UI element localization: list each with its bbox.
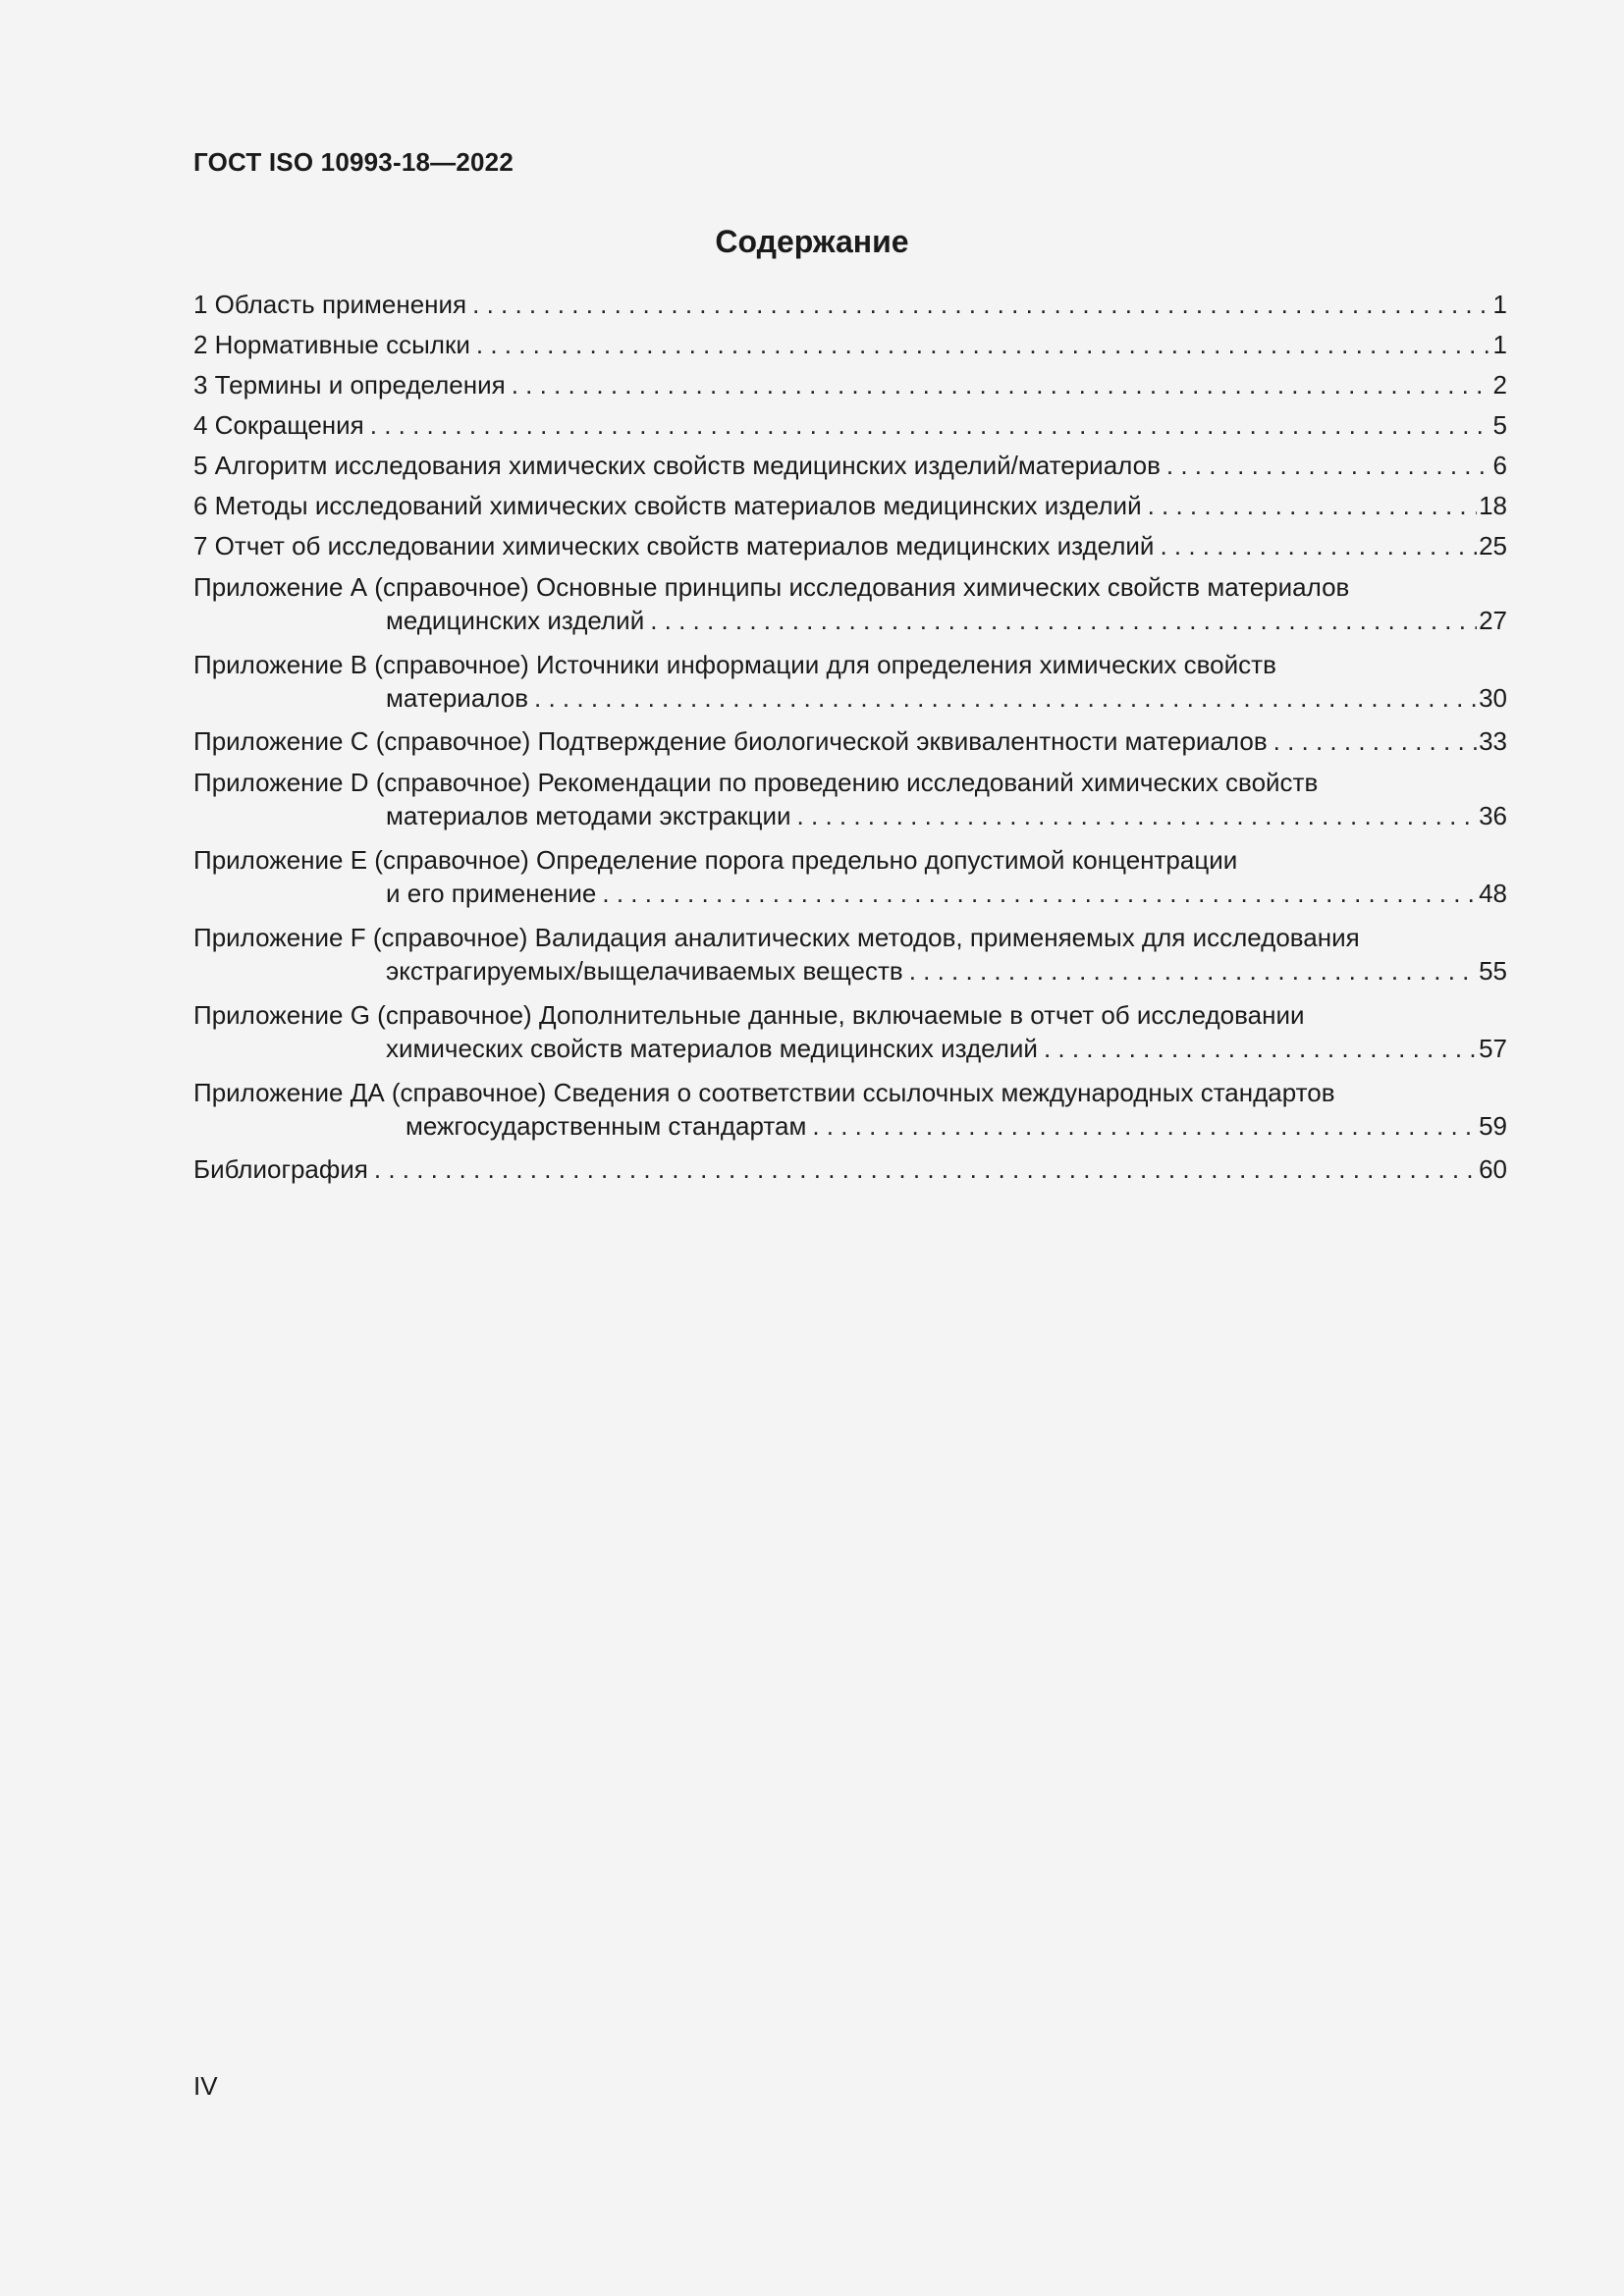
toc-entry-page: 1 xyxy=(1492,330,1507,359)
toc-entry-appendix-f[interactable] xyxy=(193,917,1507,994)
toc-entry-page: 27 xyxy=(1479,606,1507,635)
toc-entry[interactable] xyxy=(193,285,1507,325)
leader-dots xyxy=(1273,721,1477,762)
toc-entry-page: 57 xyxy=(1479,1034,1507,1063)
leader-dots xyxy=(909,954,1477,988)
toc-entry-appendix-d[interactable] xyxy=(193,762,1507,839)
toc-entry-text-continued: и его применение xyxy=(386,879,597,908)
table-of-contents xyxy=(193,285,1507,1190)
leader-dots xyxy=(1160,526,1477,566)
toc-entry-page: 1 xyxy=(1492,290,1507,319)
toc-entry-page: 48 xyxy=(1479,879,1507,908)
toc-entry-page: 2 xyxy=(1492,370,1507,400)
toc-entry-text: 3 Термины и определения xyxy=(193,370,506,400)
toc-entry-text: Приложение ДА (справочное) Сведения о соответствии ссылочных международных стандартов xyxy=(193,1078,1335,1107)
toc-entry-text: Библиография xyxy=(193,1154,368,1184)
leader-dots xyxy=(797,799,1478,832)
toc-entry-text-continued: медицинских изделий xyxy=(386,606,645,635)
toc-entry-text-continued: межгосударственным стандартам xyxy=(406,1111,807,1141)
toc-entry-text-continued: материалов методами экстракции xyxy=(386,801,791,830)
leader-dots xyxy=(374,1149,1477,1190)
toc-entry-text: 4 Сокращения xyxy=(193,410,364,440)
toc-entry-text: 2 Нормативные ссылки xyxy=(193,330,470,359)
toc-entry-bibliography[interactable] xyxy=(193,1149,1507,1190)
toc-entry-text-continued: экстрагируемых/выщелачиваемых веществ xyxy=(386,956,903,986)
leader-dots xyxy=(370,405,1491,446)
toc-entry-page: 55 xyxy=(1479,956,1507,986)
toc-entry-text: Приложение F (справочное) Валидация аналитических методов, применяемых для исследования xyxy=(193,923,1360,952)
toc-entry-page: 59 xyxy=(1479,1111,1507,1141)
leader-dots xyxy=(812,1109,1477,1143)
toc-entry-page: 60 xyxy=(1479,1154,1507,1184)
toc-entry[interactable] xyxy=(193,526,1507,566)
leader-dots xyxy=(512,365,1491,405)
toc-entry-text: Приложение А (справочное) Основные принципы исследования химических свойств материалов xyxy=(193,572,1350,602)
leader-dots xyxy=(476,325,1491,365)
toc-entry-text: 1 Область применения xyxy=(193,290,467,319)
toc-entry[interactable] xyxy=(193,486,1507,526)
toc-entry-appendix-da[interactable] xyxy=(193,1072,1507,1149)
leader-dots xyxy=(650,604,1477,637)
page-number: IV xyxy=(193,2071,218,2101)
toc-entry-text: 7 Отчет об исследовании химических свойств материалов медицинских изделий xyxy=(193,531,1155,561)
toc-entry-text: Приложение D (справочное) Рекомендации по проведению исследований химических свойств xyxy=(193,768,1319,797)
toc-entry[interactable] xyxy=(193,365,1507,405)
toc-entry-text: 5 Алгоритм исследования химических свойств медицинских изделий/материалов xyxy=(193,451,1161,480)
toc-entry-page: 18 xyxy=(1479,491,1507,520)
toc-entry-page: 6 xyxy=(1492,451,1507,480)
leader-dots xyxy=(602,877,1477,910)
toc-entry[interactable] xyxy=(193,405,1507,446)
toc-entry[interactable] xyxy=(193,446,1507,486)
toc-entry-text: Приложение В (справочное) Источники информации для определения химических свойств xyxy=(193,650,1276,679)
leader-dots xyxy=(1166,446,1491,486)
toc-entry-appendix-e[interactable] xyxy=(193,839,1507,917)
leader-dots xyxy=(534,681,1477,715)
toc-entry-text: Приложение Е (справочное) Определение порога предельно допустимой концентрации xyxy=(193,845,1238,875)
document-id-header: ГОСТ ISO 10993-18—2022 xyxy=(193,147,514,177)
toc-entry-appendix-c[interactable] xyxy=(193,721,1507,762)
toc-entry-text: 6 Методы исследований химических свойств материалов медицинских изделий xyxy=(193,491,1142,520)
toc-entry-text-continued: химических свойств материалов медицинских изделий xyxy=(386,1034,1038,1063)
toc-entry-page: 33 xyxy=(1479,726,1507,756)
toc-entry-text: Приложение С (справочное) Подтверждение биологической эквивалентности материалов xyxy=(193,726,1268,756)
leader-dots xyxy=(1044,1032,1477,1065)
toc-entry-text-continued: материалов xyxy=(386,683,529,713)
toc-entry-page: 25 xyxy=(1479,531,1507,561)
toc-entry[interactable] xyxy=(193,325,1507,365)
toc-entry-page: 5 xyxy=(1492,410,1507,440)
toc-entry-appendix-g[interactable] xyxy=(193,994,1507,1072)
toc-entry-appendix-a[interactable] xyxy=(193,566,1507,644)
toc-entry-page: 36 xyxy=(1479,801,1507,830)
toc-entry-text: Приложение G (справочное) Дополнительные данные, включаемые в отчет об исследовании xyxy=(193,1000,1305,1030)
toc-entry-page: 30 xyxy=(1479,683,1507,713)
leader-dots xyxy=(1148,486,1477,526)
leader-dots xyxy=(472,285,1490,325)
toc-entry-appendix-b[interactable] xyxy=(193,644,1507,721)
toc-title: Содержание xyxy=(715,224,909,259)
